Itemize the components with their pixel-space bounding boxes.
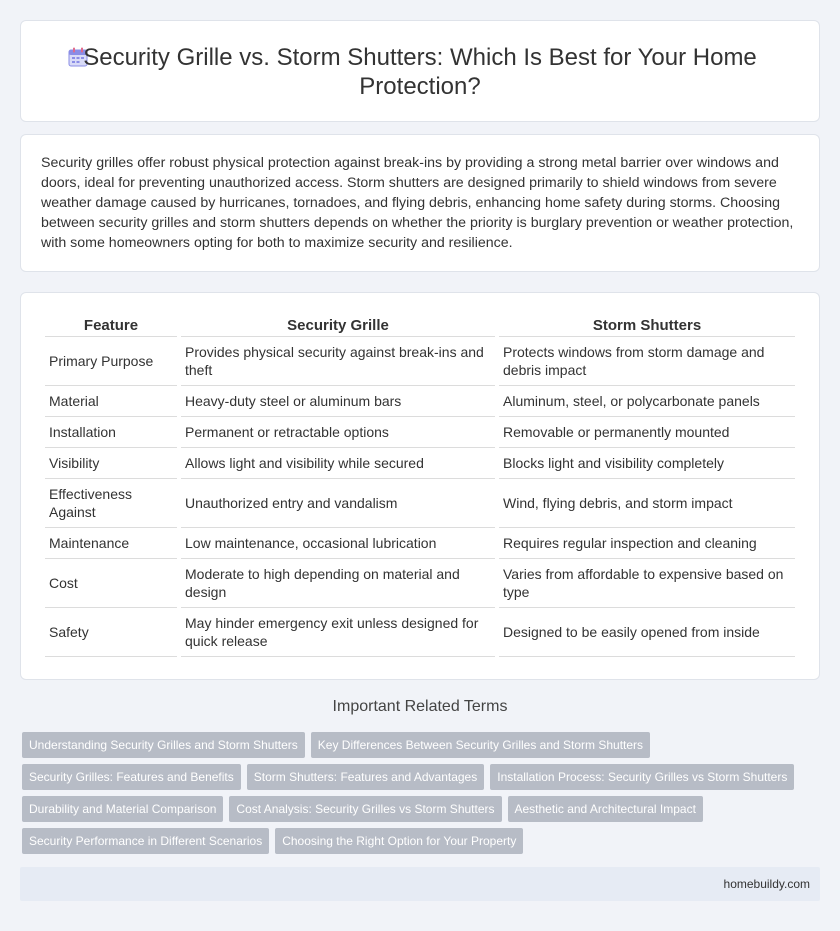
storm-shutters-cell: Requires regular inspection and cleaning xyxy=(499,528,795,559)
storm-shutters-cell: Removable or permanently mounted xyxy=(499,417,795,448)
security-grille-cell: Permanent or retractable options xyxy=(181,417,495,448)
security-grille-cell: Unauthorized entry and vandalism xyxy=(181,479,495,528)
header-card xyxy=(20,20,820,122)
intro-card xyxy=(20,134,820,272)
related-term-tag[interactable]: Understanding Security Grilles and Storm Shutters xyxy=(22,732,305,758)
feature-cell: Primary Purpose xyxy=(45,337,177,386)
table-row xyxy=(45,559,795,608)
security-grille-cell: Low maintenance, occasional lubrication xyxy=(181,528,495,559)
column-header-feature: Feature xyxy=(45,315,177,337)
related-term-tag[interactable]: Key Differences Between Security Grilles and Storm Shutters xyxy=(311,732,650,758)
feature-cell: Visibility xyxy=(45,448,177,479)
storm-shutters-cell: Designed to be easily opened from inside xyxy=(499,608,795,657)
related-term-tag[interactable]: Security Grilles: Features and Benefits xyxy=(22,764,241,790)
table-row xyxy=(45,448,795,479)
storm-shutters-cell: Aluminum, steel, or polycarbonate panels xyxy=(499,386,795,417)
storm-shutters-cell: Wind, flying debris, and storm impact xyxy=(499,479,795,528)
storm-shutters-cell: Blocks light and visibility completely xyxy=(499,448,795,479)
feature-cell: Effectiveness Against xyxy=(45,479,177,528)
security-grille-cell: Provides physical security against break-ins and theft xyxy=(181,337,495,386)
table-row xyxy=(45,479,795,528)
comparison-table-card xyxy=(20,292,820,680)
storm-shutters-cell: Protects windows from storm damage and debris impact xyxy=(499,337,795,386)
table-row xyxy=(45,337,795,386)
related-terms-list xyxy=(22,732,822,854)
security-grille-cell: May hinder emergency exit unless designed for quick release xyxy=(181,608,495,657)
table-header-row xyxy=(45,315,795,337)
table-row xyxy=(45,528,795,559)
security-grille-cell: Moderate to high depending on material and design xyxy=(181,559,495,608)
related-term-tag[interactable]: Installation Process: Security Grilles vs Storm Shutters xyxy=(490,764,794,790)
column-header-security-grille: Security Grille xyxy=(181,315,495,337)
related-term-tag[interactable]: Storm Shutters: Features and Advantages xyxy=(247,764,484,790)
storm-shutters-cell: Varies from affordable to expensive based on type xyxy=(499,559,795,608)
security-grille-cell: Heavy-duty steel or aluminum bars xyxy=(181,386,495,417)
table-row xyxy=(45,386,795,417)
related-term-tag[interactable]: Choosing the Right Option for Your Property xyxy=(275,828,523,854)
page-title: Security Grille vs. Storm Shutters: Which Is Best for Your Home Protection? xyxy=(83,44,757,100)
feature-cell: Material xyxy=(45,386,177,417)
intro-paragraph: Security grilles offer robust physical protection against break-ins by providing a strong metal barrier over windows and doors, ideal for preventing unauthorized access. Storm shutters are designed primarily to shield windows from severe weather damage caused by hurricanes, tornadoes, and flying debris, enhancing home safety during storms. Choosing between security grilles and storm shutters depends on whether the priority is burglary prevention or weather protection, with some homeowners opting for both to maximize security and resilience. xyxy=(41,155,794,251)
feature-cell: Safety xyxy=(45,608,177,657)
related-term-tag[interactable]: Security Performance in Different Scenarios xyxy=(22,828,269,854)
related-term-tag[interactable]: Durability and Material Comparison xyxy=(22,796,223,822)
security-grille-cell: Allows light and visibility while secured xyxy=(181,448,495,479)
column-header-storm-shutters: Storm Shutters xyxy=(499,315,795,337)
feature-cell: Maintenance xyxy=(45,528,177,559)
feature-cell: Installation xyxy=(45,417,177,448)
footer-site-link[interactable]: homebuildy.com xyxy=(723,877,810,891)
related-term-tag[interactable]: Aesthetic and Architectural Impact xyxy=(508,796,703,822)
footer xyxy=(20,867,820,901)
related-term-tag[interactable]: Cost Analysis: Security Grilles vs Storm Shutters xyxy=(229,796,501,822)
table-row xyxy=(45,417,795,448)
feature-cell: Cost xyxy=(45,559,177,608)
comparison-table xyxy=(41,315,799,657)
table-row xyxy=(45,608,795,657)
related-terms-title: Important Related Terms xyxy=(332,698,508,715)
